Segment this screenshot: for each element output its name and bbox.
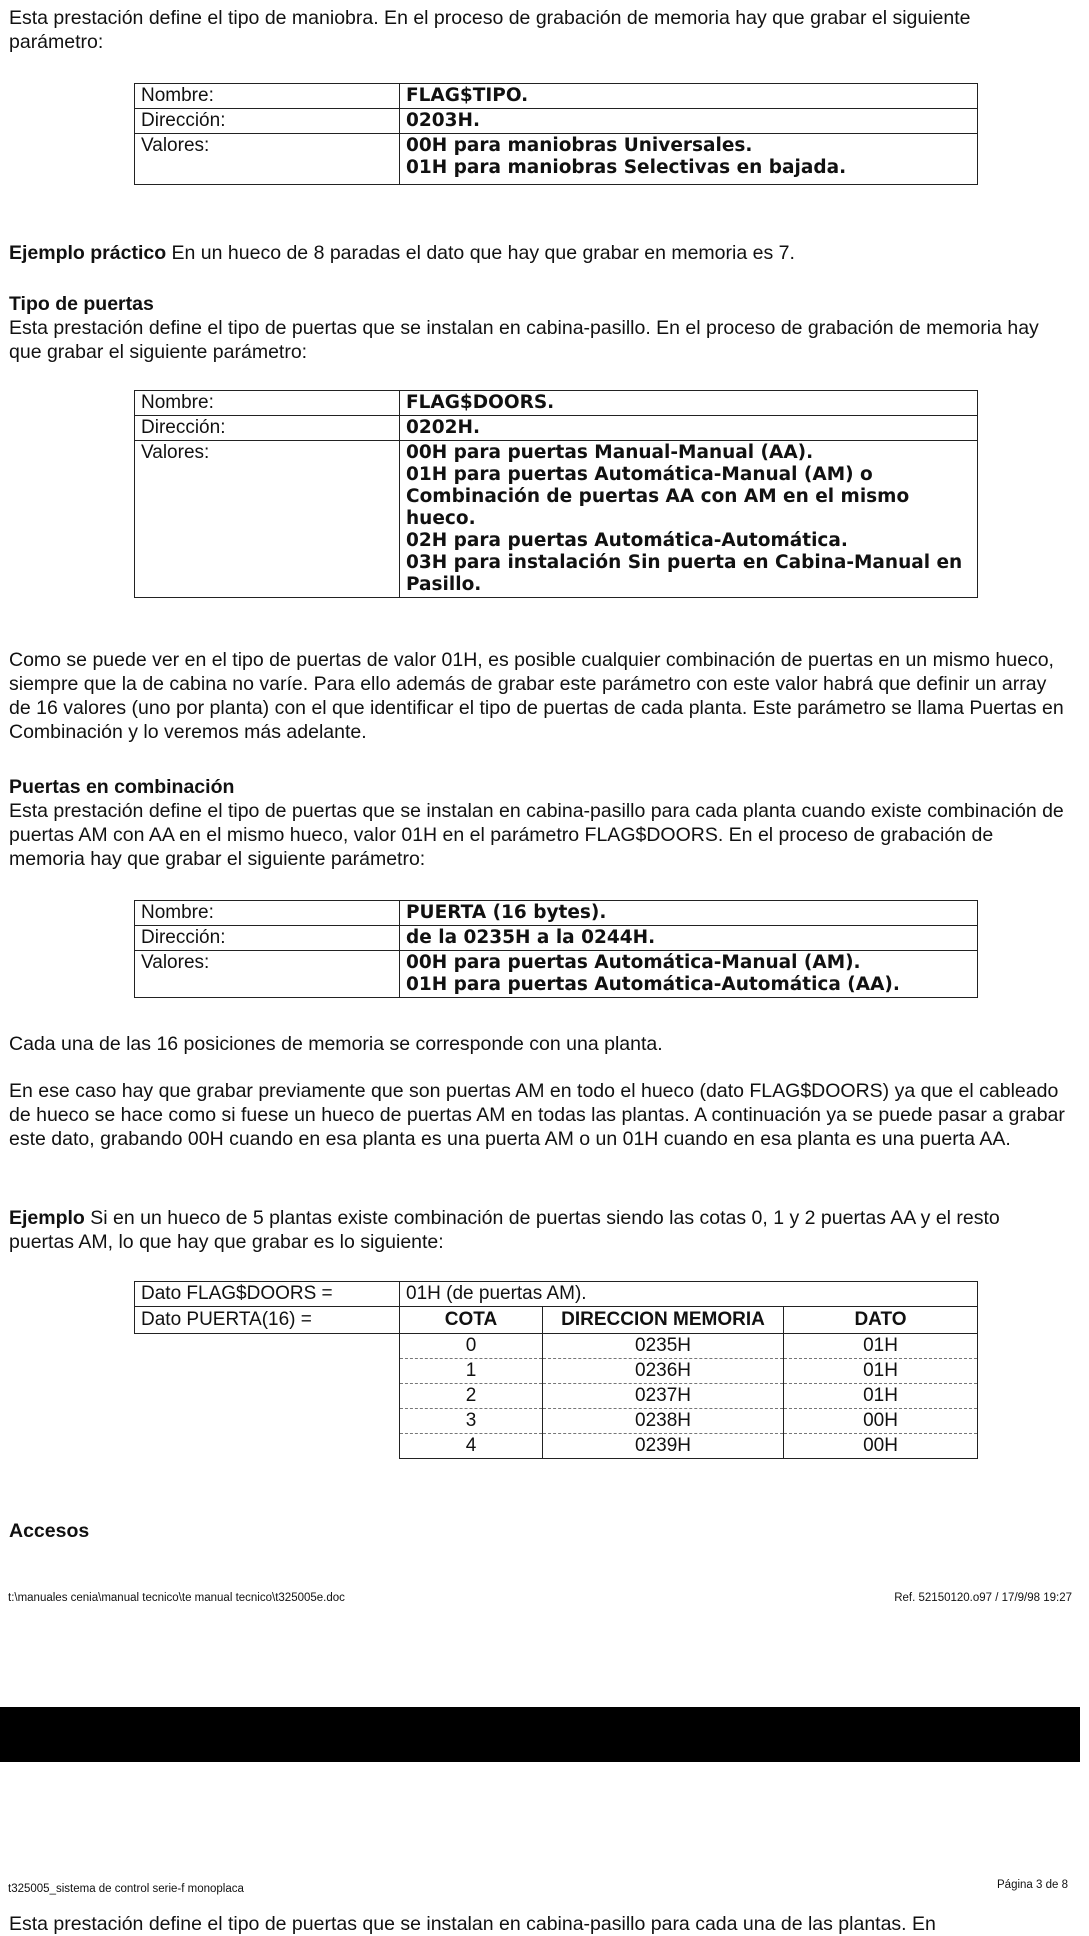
tipo-puertas-heading: Tipo de puertas xyxy=(9,293,154,315)
direccion-cell: 0235H xyxy=(543,1334,784,1359)
valor-line: Pasillo. xyxy=(406,574,482,595)
direccion-cell: 0238H xyxy=(543,1409,784,1434)
en-ese-caso-paragraph: En ese caso hay que grabar previamente que son puertas AM en todo el hueco (dato FLAG$DOORS) ya que el cableado de hueco se hace como si fuese un hueco de puertas AM en todas las plantas. A continuación ya se puede pasar a grabar este dato, grabando 00H cuando en esa planta es una puerta AM o un 01H cuando en esa planta es una puerta AA. xyxy=(9,1080,1065,1150)
direccion-value: 0202H. xyxy=(400,416,978,441)
example-table xyxy=(134,1281,978,1459)
valor-line: 00H para puertas Automática-Manual (AM). xyxy=(406,952,861,973)
direccion-value: 0203H. xyxy=(400,109,978,134)
valores-cell xyxy=(400,441,978,598)
cota-cell: 4 xyxy=(400,1434,543,1459)
nombre-label: Nombre: xyxy=(135,901,400,926)
tipo-parameter-table xyxy=(134,83,978,185)
cota-cell: 1 xyxy=(400,1359,543,1384)
footer-reference: Ref. 52150120.o97 / 17/9/98 19:27 xyxy=(894,1592,1072,1604)
accesos-heading: Accesos xyxy=(9,1520,90,1542)
nombre-value: PUERTA (16 bytes). xyxy=(400,901,978,926)
valor-line: 01H para puertas Automática-Automática (AA). xyxy=(406,974,900,995)
next-page-cut-text xyxy=(0,1906,1089,1935)
como-paragraph: Como se puede ver en el tipo de puertas de valor 01H, es posible cualquier combinación de puertas en un mismo hueco, siempre que la de cabina no varíe. Para ello además de grabar este parámetro con este valor habrá que definir un array de 16 valores (uno por planta) con el que identificar el tipo de puertas de cada planta. Este parámetro se llama Puertas en Combinación y lo veremos más adelante. xyxy=(9,649,1064,743)
direccion-label: Dirección: xyxy=(135,416,400,441)
ejemplo-practico-bold: Ejemplo práctico xyxy=(9,242,167,264)
valor-line: Combinación de puertas AA con AM en el mismo xyxy=(406,486,910,507)
dato-cell: 01H xyxy=(784,1384,978,1409)
dato-cell: 00H xyxy=(784,1434,978,1459)
puertas-combinacion-paragraph: Esta prestación define el tipo de puertas que se instalan en cabina-pasillo para cada planta cuando existe combinación de puertas AM con AA en el mismo hueco, valor 01H en el parámetro FLAG$DOORS. En el proceso de grabación de memoria hay que grabar el siguiente parámetro: xyxy=(9,800,1064,870)
valores-label: Valores: xyxy=(135,441,400,598)
cota-cell: 3 xyxy=(400,1409,543,1434)
puertas-combinacion-heading: Puertas en combinación xyxy=(9,776,235,798)
header-direccion-memoria: DIRECCION MEMORIA xyxy=(543,1307,784,1334)
valores-label: Valores: xyxy=(135,134,400,185)
nombre-value: FLAG$DOORS. xyxy=(400,391,978,416)
cut-text: Esta prestación define el tipo de puertas que se instalan en cabina-pasillo para cada una de las plantas. En xyxy=(9,1913,936,1935)
direccion-value: de la 0235H a la 0244H. xyxy=(400,926,978,951)
nombre-label: Nombre: xyxy=(135,84,400,109)
ejemplo-bold: Ejemplo xyxy=(9,1207,85,1229)
cota-cell: 2 xyxy=(400,1384,543,1409)
valor-line: 02H para puertas Automática-Automática. xyxy=(406,530,848,551)
header-cota: COTA xyxy=(400,1307,543,1334)
nombre-value: FLAG$TIPO. xyxy=(400,84,978,109)
dato-cell: 00H xyxy=(784,1409,978,1434)
nombre-label: Nombre: xyxy=(135,391,400,416)
valor-line: 01H para puertas Automática-Manual (AM) o xyxy=(406,464,873,485)
doors-parameter-table xyxy=(134,390,978,598)
valor-line: hueco. xyxy=(406,508,476,529)
direccion-label: Dirección: xyxy=(135,109,400,134)
ejemplo-paragraph xyxy=(9,1206,1068,1254)
valor-line: 01H para maniobras Selectivas en bajada. xyxy=(406,157,847,178)
ejemplo-practico-text: En un hueco de 8 paradas el dato que hay que grabar en memoria es 7. xyxy=(166,242,795,264)
puerta-parameter-table xyxy=(134,900,978,998)
valor-line: 00H para maniobras Universales. xyxy=(406,135,753,156)
footer-file-path: t:\manuales cenia\manual tecnico\te manual tecnico\t325005e.doc xyxy=(8,1592,345,1604)
direccion-cell: 0236H xyxy=(543,1359,784,1384)
dato-cell: 01H xyxy=(784,1359,978,1384)
valor-line: 03H para instalación Sin puerta en Cabina-Manual en xyxy=(406,552,963,573)
footer-document-name: t325005_sistema de control serie-f monoplaca xyxy=(8,1883,244,1895)
valor-line: 00H para puertas Manual-Manual (AA). xyxy=(406,442,814,463)
cada-paragraph: Cada una de las 16 posiciones de memoria se corresponde con una planta. xyxy=(9,1033,663,1055)
valores-label: Valores: xyxy=(135,951,400,998)
footer-page-number: Página 3 de 8 xyxy=(997,1879,1068,1891)
direccion-cell: 0239H xyxy=(543,1434,784,1459)
black-bar xyxy=(0,1707,1080,1762)
direccion-label: Dirección: xyxy=(135,926,400,951)
valores-cell xyxy=(400,951,978,998)
tipo-puertas-paragraph: Esta prestación define el tipo de puertas que se instalan en cabina-pasillo. En el proceso de grabación de memoria hay que grabar el siguiente parámetro: xyxy=(9,317,1039,363)
puerta-label: Dato PUERTA(16) = xyxy=(135,1307,400,1334)
direccion-cell: 0237H xyxy=(543,1384,784,1409)
intro-paragraph: Esta prestación define el tipo de maniobra. En el proceso de grabación de memoria hay que grabar el siguiente parámetro: xyxy=(9,7,971,53)
flag-doors-value: 01H (de puertas AM). xyxy=(400,1282,978,1307)
dato-cell: 01H xyxy=(784,1334,978,1359)
flag-doors-label: Dato FLAG$DOORS = xyxy=(135,1282,400,1307)
cota-cell: 0 xyxy=(400,1334,543,1359)
header-dato: DATO xyxy=(784,1307,978,1334)
ejemplo-practico-paragraph xyxy=(9,241,1068,265)
ejemplo-text: Si en un hueco de 5 plantas existe combinación de puertas siendo las cotas 0, 1 y 2 puertas AA y el resto puertas AM, lo que hay que grabar es lo siguiente: xyxy=(9,1207,1000,1253)
valores-cell xyxy=(400,134,978,185)
